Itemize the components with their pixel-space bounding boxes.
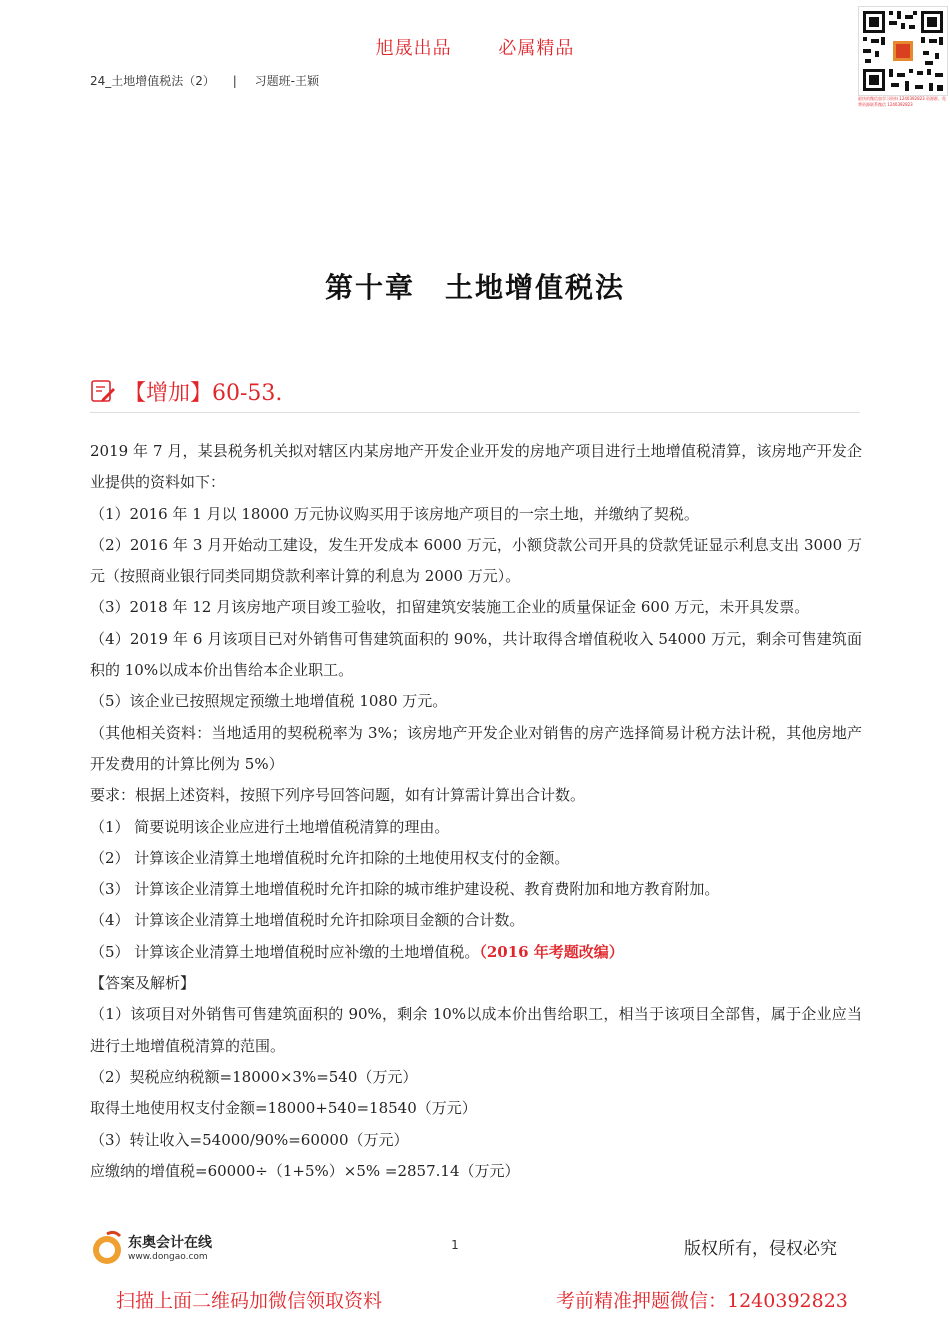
question-title: 【增加】60-53. bbox=[124, 381, 283, 406]
brand-line bbox=[0, 34, 950, 60]
question-content bbox=[90, 436, 862, 1187]
page-number: 1 bbox=[451, 1238, 459, 1252]
paragraph: （4）2019 年 6 月该项目已对外销售可售建筑面积的 90%，共计取得含增值税收入 54000 万元，剩余可售建筑面积的 10%以成本价出售给本企业职工。 bbox=[90, 629, 862, 680]
paragraph: （其他相关资料：当地适用的契税税率为 3%；该房地产开发企业对销售的房产选择简易计税方法计税，其他房地产开发费用的计算比例为 5%） bbox=[90, 723, 862, 773]
brand-right: 必属精品 bbox=[498, 38, 575, 59]
logo-url: www.dongao.com bbox=[128, 1252, 208, 1262]
course-line bbox=[90, 72, 319, 89]
paragraph: （3）2018 年 12 月该房地产项目竣工验收，扣留建筑安装施工企业的质量保证金 600 万元，未开具发票。 bbox=[90, 598, 810, 617]
promo-right: 考前精准押题微信：1240392823 bbox=[556, 1290, 848, 1312]
qr-caption: 最快的微信加学习资料 1240392823 资源群，免费资源联系微信 1240392823 bbox=[858, 96, 946, 107]
requirement bbox=[90, 937, 862, 968]
answer-line: 取得土地使用权支付金额=18000+540=18540（万元） bbox=[90, 1099, 477, 1118]
course-title: 24_土地增值税法（2） bbox=[90, 74, 215, 88]
edit-note-icon bbox=[90, 378, 116, 404]
requirement: （4） 计算该企业清算土地增值税时允许扣除项目金额的合计数。 bbox=[90, 911, 525, 930]
paragraph: 要求：根据上述资料，按照下列序号回答问题，如有计算需计算出合计数。 bbox=[90, 786, 586, 805]
answer-heading: 【答案及解析】 bbox=[90, 974, 196, 993]
exam-source-note: （2016 年考题改编） bbox=[479, 942, 624, 961]
answer-line: （1）该项目对外销售可售建筑面积的 90%，剩余 10%以成本价出售给职工，相当于该项目全部售，属于企业应当进行土地增值税清算的范围。 bbox=[90, 1005, 862, 1055]
chapter-number: 第十章 bbox=[324, 271, 415, 304]
qr-code-icon bbox=[858, 6, 948, 96]
answer-line: （2）契税应纳税额=18000×3%=540（万元） bbox=[90, 1067, 418, 1086]
copyright-notice: 版权所有，侵权必究 bbox=[684, 1239, 837, 1259]
course-separator: | bbox=[232, 74, 237, 88]
paragraph: （1）2016 年 1 月以 18000 万元协议购买用于该房地产项目的一宗土地，并缴纳了契税。 bbox=[90, 504, 699, 523]
chapter-title bbox=[0, 266, 950, 306]
paragraph: （2）2016 年 3 月开始动工建设，发生开发成本 6000 万元，小额贷款公司开具的贷款凭证显示利息支出 3000 万元（按照商业银行同类同期贷款利率计算的利息为 2000 万元）。 bbox=[90, 535, 862, 586]
paragraph: （5）该企业已按照规定预缴土地增值税 1080 万元。 bbox=[90, 692, 448, 711]
promo-left: 扫描上面二维码加微信领取资料 bbox=[116, 1290, 383, 1312]
paragraph: 2019 年 7 月，某县税务机关拟对辖区内某房地产开发企业开发的房地产项目进行土地增值税清算，该房地产开发企业提供的资料如下： bbox=[90, 442, 862, 492]
requirement-text: （5） 计算该企业清算土地增值税时应补缴的土地增值税。 bbox=[90, 942, 480, 961]
answer-line: 应缴纳的增值税=60000÷（1+5%）×5% =2857.14（万元） bbox=[90, 1161, 520, 1180]
requirement: （3） 计算该企业清算土地增值税时允许扣除的城市维护建设税、教育费附加和地方教育附加。 bbox=[90, 880, 720, 899]
question-heading bbox=[90, 374, 860, 413]
logo-name: 东奥会计在线 bbox=[128, 1235, 212, 1251]
course-subtitle: 习题班-王颖 bbox=[254, 74, 319, 88]
requirement: （1） 简要说明该企业应进行土地增值税清算的理由。 bbox=[90, 817, 450, 836]
chapter-name: 土地增值税法 bbox=[445, 271, 626, 304]
requirement: （2） 计算该企业清算土地增值税时允许扣除的土地使用权支付的金额。 bbox=[90, 848, 570, 867]
answer-line: （3）转让收入=54000/90%=60000（万元） bbox=[90, 1130, 409, 1149]
brand-left: 旭晟出品 bbox=[375, 38, 452, 59]
